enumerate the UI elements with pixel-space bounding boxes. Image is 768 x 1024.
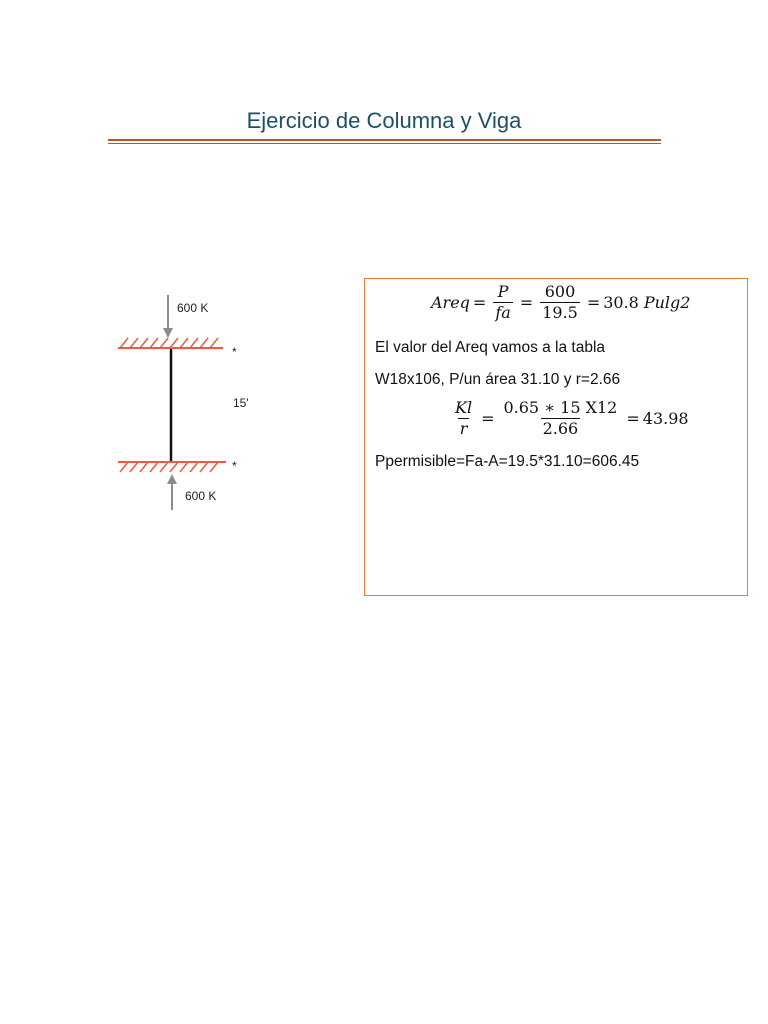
eq2-op1: = [481,409,495,429]
column-diagram [110,285,310,525]
eq2-num1: Kl [455,398,473,417]
text-line-areq: El valor del Areq vamos a la tabla [375,339,606,356]
eq1-num1: P [497,282,509,301]
column-length-label: 15' [233,396,249,410]
support-mark-top: * [232,345,237,359]
eq1-den2: 19.5 [542,303,578,323]
eq1-op3: = [586,293,601,313]
equation-area [431,283,690,323]
eq2-result: 43.98 [642,409,689,429]
calculation-box [364,278,748,596]
eq2-op2: = [626,409,640,429]
eq1-num2: 600 [544,282,576,301]
equation-slenderness [449,399,689,439]
eq1-fraction-2 [540,283,580,323]
eq1-op1: = [472,293,487,313]
eq2-den1: r [459,419,468,439]
eq2-den2: 2.66 [542,419,579,439]
eq1-result: 30.8 [603,293,639,313]
eq2-num2: 0.65 ∗ 15 X12 [503,398,618,417]
title-rule-bottom [108,143,661,144]
text-line-section: W18x106, P/un área 31.10 y r=2.66 [375,371,621,388]
page-title: Ejercicio de Columna y Viga [246,108,522,133]
eq1-lhs: Areq [431,293,470,313]
eq2-fraction-2 [501,399,619,439]
support-bottom [118,462,226,472]
load-label-top: 600 K [177,301,209,315]
title-rule-top [108,139,661,141]
eq2-fraction-1 [453,399,474,439]
text-line-ppermisible: Ppermisible=Fa-A=19.5*31.10=606.45 [375,453,640,470]
column-diagram-svg [110,285,310,525]
load-label-bottom: 600 K [185,489,217,503]
eq1-unit: Pulg2 [643,293,691,313]
eq1-fraction-1 [493,283,512,323]
eq1-op2: = [519,293,534,313]
support-mark-bottom: * [232,459,237,473]
support-top [118,338,223,348]
eq1-den1: fa [495,303,511,323]
